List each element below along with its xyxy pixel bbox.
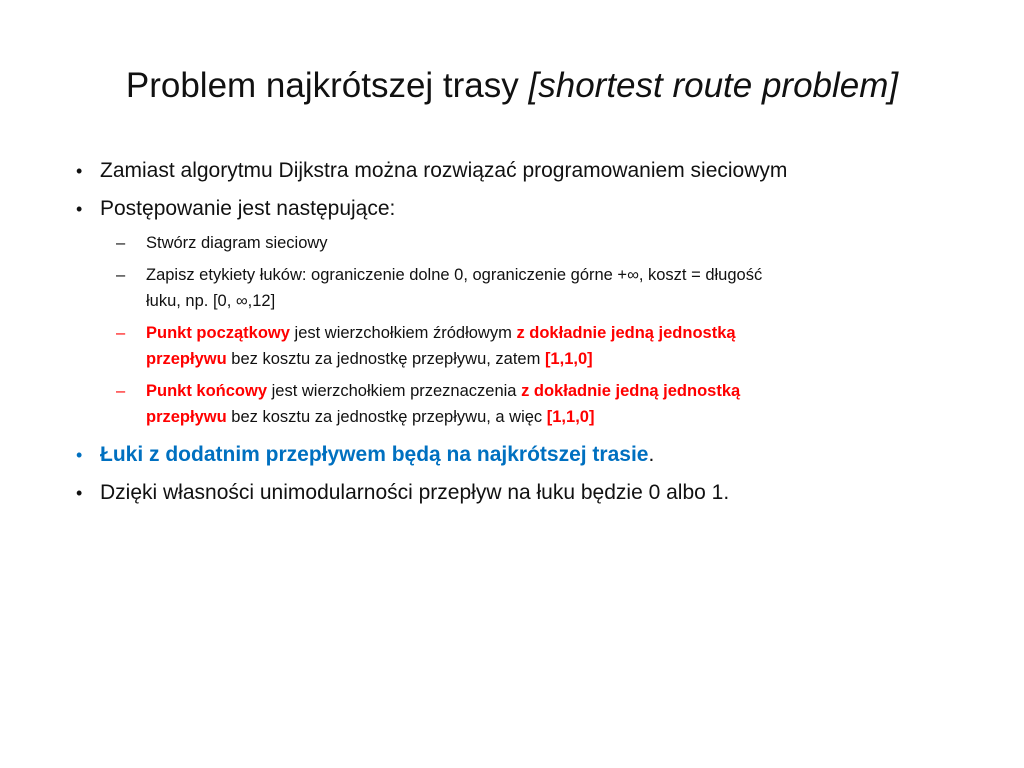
bullet-item — [76, 474, 956, 512]
dash-marker: – — [116, 266, 126, 284]
slide-content — [76, 152, 956, 512]
sub-bullet-line2 — [146, 404, 956, 430]
sub-bullet-item — [116, 262, 956, 314]
dash-marker: – — [116, 382, 126, 400]
highlight-label: [1,1,0] — [546, 408, 595, 426]
slide-title — [0, 60, 1024, 112]
sub-bullet-item-end-point — [116, 378, 956, 430]
highlight-text: przepływu — [146, 350, 227, 368]
bullet-marker: • — [76, 483, 83, 503]
highlight-text: z dokładnie jedną jednostką — [521, 382, 741, 400]
plain-text: bez kosztu za jednostkę przepływu, a więc — [226, 408, 547, 426]
bullet-marker: • — [76, 445, 83, 465]
highlight-term: Punkt końcowy — [146, 382, 268, 400]
sub-bullet-text-line2: łuku, np. [0, ∞,12] — [146, 292, 276, 310]
sub-bullet-list — [116, 230, 956, 430]
dash-marker: – — [116, 234, 126, 252]
plain-text: bez kosztu za jednostkę przepływu, zatem — [226, 350, 545, 368]
highlight-text: przepływu — [146, 408, 227, 426]
bullet-item — [76, 152, 956, 190]
plain-text: jest wierzchołkiem źródłowym — [289, 324, 517, 342]
sub-bullet-text-line1: Zapisz etykiety łuków: ograniczenie dolne 0, ograniczenie górne +∞, koszt = długość — [146, 266, 763, 284]
title-text: Problem najkrótszej trasy — [125, 66, 519, 105]
highlight-label: [1,1,0] — [544, 350, 593, 368]
sub-bullet-item — [116, 230, 956, 256]
highlight-term: Punkt początkowy — [146, 324, 290, 342]
sub-bullet-text: Stwórz diagram sieciowy — [146, 234, 328, 252]
highlight-text: z dokładnie jedną jednostką — [516, 324, 736, 342]
sub-bullet-line1 — [146, 378, 956, 404]
bullet-item — [76, 190, 956, 228]
sub-bullet-line2 — [146, 346, 956, 372]
sub-bullet-item-start-point — [116, 320, 956, 372]
bullet-text: Postępowanie jest następujące: — [100, 197, 396, 220]
sub-bullet-line1 — [146, 320, 956, 346]
bullet-marker: • — [76, 161, 83, 181]
title-italic-text: [shortest route problem] — [528, 66, 899, 105]
bullet-tail: . — [648, 443, 655, 466]
bullet-item-shortest-route — [76, 436, 956, 474]
bullet-marker: • — [76, 199, 83, 219]
plain-text: jest wierzchołkiem przeznaczenia — [267, 382, 522, 400]
highlight-text: Łuki z dodatnim przepływem będą na najkrótszej trasie — [100, 443, 649, 466]
dash-marker: – — [116, 324, 126, 342]
bullet-text: Dzięki własności unimodularności przepływ na łuku będzie 0 albo 1. — [100, 481, 730, 504]
bullet-text: Zamiast algorytmu Dijkstra można rozwiązać programowaniem sieciowym — [100, 159, 788, 182]
